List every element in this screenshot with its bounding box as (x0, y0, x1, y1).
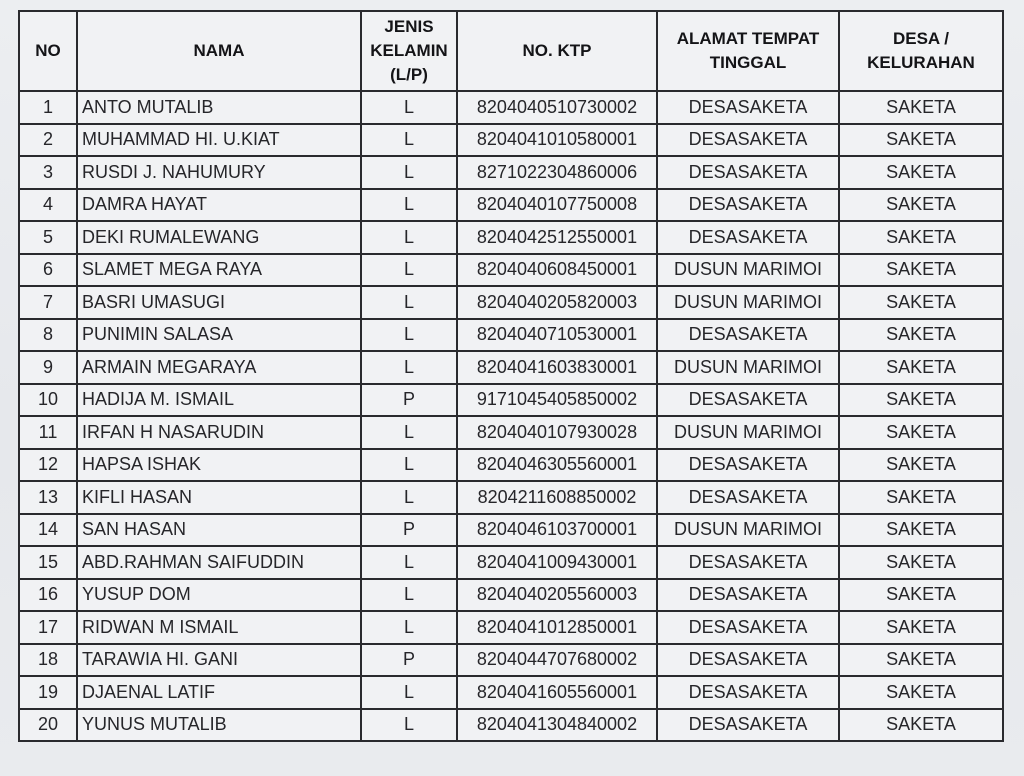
header-desa-line-2: KELURAHAN (867, 53, 975, 72)
cell-no: 15 (19, 546, 77, 579)
table-row (19, 156, 1003, 189)
cell-desa: SAKETA (839, 611, 1003, 644)
table-row (19, 351, 1003, 384)
cell-no-ktp: 8204040710530001 (457, 319, 657, 352)
cell-no-ktp: 8271022304860006 (457, 156, 657, 189)
table-row (19, 221, 1003, 254)
cell-nama: IRFAN H NASARUDIN (77, 416, 361, 449)
header-alamat-line-1: ALAMAT TEMPAT (676, 29, 820, 48)
table-row (19, 579, 1003, 612)
cell-nama: RIDWAN M ISMAIL (77, 611, 361, 644)
cell-no: 6 (19, 254, 77, 287)
table-row (19, 449, 1003, 482)
cell-nama: SLAMET MEGA RAYA (77, 254, 361, 287)
header-jenis-kelamin-line-2: KELAMIN (370, 41, 448, 60)
header-no: NO (19, 11, 77, 91)
cell-jenis-kelamin: L (361, 709, 457, 742)
table-row (19, 644, 1003, 677)
cell-alamat: DUSUN MARIMOI (657, 286, 839, 319)
cell-no-ktp: 9171045405850002 (457, 384, 657, 417)
cell-no-ktp: 8204041603830001 (457, 351, 657, 384)
cell-desa: SAKETA (839, 319, 1003, 352)
cell-no: 11 (19, 416, 77, 449)
cell-desa: SAKETA (839, 91, 1003, 124)
cell-nama: TARAWIA HI. GANI (77, 644, 361, 677)
cell-alamat: DESASAKETA (657, 481, 839, 514)
resident-table (18, 10, 1004, 742)
table-row (19, 611, 1003, 644)
cell-no-ktp: 8204040510730002 (457, 91, 657, 124)
cell-no-ktp: 8204040107750008 (457, 189, 657, 222)
cell-desa: SAKETA (839, 156, 1003, 189)
cell-no-ktp: 8204040205560003 (457, 579, 657, 612)
cell-desa: SAKETA (839, 709, 1003, 742)
cell-no: 16 (19, 579, 77, 612)
cell-nama: PUNIMIN SALASA (77, 319, 361, 352)
header-jenis-kelamin-line-3: (L/P) (390, 65, 428, 84)
cell-alamat: DESASAKETA (657, 189, 839, 222)
cell-desa: SAKETA (839, 286, 1003, 319)
cell-desa: SAKETA (839, 676, 1003, 709)
header-jenis-kelamin-line-1: JENIS (384, 17, 434, 36)
cell-nama: YUSUP DOM (77, 579, 361, 612)
cell-no-ktp: 8204040608450001 (457, 254, 657, 287)
table-row (19, 384, 1003, 417)
cell-alamat: DESASAKETA (657, 579, 839, 612)
cell-no-ktp: 8204041012850001 (457, 611, 657, 644)
header-desa (839, 11, 1003, 91)
cell-no-ktp: 8204046103700001 (457, 514, 657, 547)
cell-no: 12 (19, 449, 77, 482)
cell-alamat: DESASAKETA (657, 319, 839, 352)
cell-alamat: DESASAKETA (657, 449, 839, 482)
cell-jenis-kelamin: L (361, 546, 457, 579)
header-row (19, 11, 1003, 91)
cell-alamat: DESASAKETA (657, 644, 839, 677)
cell-alamat: DUSUN MARIMOI (657, 351, 839, 384)
table-row (19, 254, 1003, 287)
cell-nama: HAPSA ISHAK (77, 449, 361, 482)
cell-alamat: DESASAKETA (657, 221, 839, 254)
header-desa-line-1: DESA / (892, 29, 950, 48)
table-row (19, 546, 1003, 579)
table-row (19, 91, 1003, 124)
cell-desa: SAKETA (839, 579, 1003, 612)
cell-desa: SAKETA (839, 514, 1003, 547)
cell-desa: SAKETA (839, 644, 1003, 677)
cell-no-ktp: 8204040205820003 (457, 286, 657, 319)
cell-desa: SAKETA (839, 449, 1003, 482)
cell-jenis-kelamin: L (361, 319, 457, 352)
cell-nama: YUNUS MUTALIB (77, 709, 361, 742)
cell-no: 8 (19, 319, 77, 352)
table-header (19, 11, 1003, 91)
table-row (19, 124, 1003, 157)
cell-nama: DEKI RUMALEWANG (77, 221, 361, 254)
cell-no: 2 (19, 124, 77, 157)
table-row (19, 514, 1003, 547)
cell-no: 13 (19, 481, 77, 514)
cell-alamat: DESASAKETA (657, 91, 839, 124)
header-alamat-line-2: TINGGAL (709, 53, 787, 72)
header-nama: NAMA (77, 11, 361, 91)
cell-jenis-kelamin: L (361, 481, 457, 514)
cell-no-ktp: 8204041010580001 (457, 124, 657, 157)
cell-no: 9 (19, 351, 77, 384)
cell-jenis-kelamin: L (361, 579, 457, 612)
cell-no: 18 (19, 644, 77, 677)
cell-no: 5 (19, 221, 77, 254)
table-row (19, 319, 1003, 352)
cell-nama: HADIJA M. ISMAIL (77, 384, 361, 417)
cell-jenis-kelamin: L (361, 156, 457, 189)
cell-alamat: DESASAKETA (657, 709, 839, 742)
cell-desa: SAKETA (839, 221, 1003, 254)
cell-jenis-kelamin: P (361, 514, 457, 547)
cell-nama: SAN HASAN (77, 514, 361, 547)
cell-no: 3 (19, 156, 77, 189)
cell-no-ktp: 8204042512550001 (457, 221, 657, 254)
table-row (19, 481, 1003, 514)
cell-nama: RUSDI J. NAHUMURY (77, 156, 361, 189)
table-row (19, 286, 1003, 319)
cell-alamat: DESASAKETA (657, 676, 839, 709)
cell-alamat: DUSUN MARIMOI (657, 514, 839, 547)
cell-alamat: DESASAKETA (657, 156, 839, 189)
cell-jenis-kelamin: L (361, 676, 457, 709)
header-alamat (657, 11, 839, 91)
cell-no: 7 (19, 286, 77, 319)
cell-jenis-kelamin: L (361, 416, 457, 449)
cell-no-ktp: 8204041605560001 (457, 676, 657, 709)
cell-no-ktp: 8204044707680002 (457, 644, 657, 677)
cell-no-ktp: 8204041304840002 (457, 709, 657, 742)
cell-no-ktp: 8204211608850002 (457, 481, 657, 514)
cell-nama: ARMAIN MEGARAYA (77, 351, 361, 384)
cell-alamat: DESASAKETA (657, 546, 839, 579)
table-row (19, 416, 1003, 449)
table-body (19, 91, 1003, 741)
cell-nama: DJAENAL LATIF (77, 676, 361, 709)
cell-desa: SAKETA (839, 124, 1003, 157)
cell-jenis-kelamin: L (361, 286, 457, 319)
cell-desa: SAKETA (839, 189, 1003, 222)
table-row (19, 709, 1003, 742)
cell-jenis-kelamin: L (361, 449, 457, 482)
cell-desa: SAKETA (839, 384, 1003, 417)
cell-jenis-kelamin: L (361, 611, 457, 644)
cell-nama: KIFLI HASAN (77, 481, 361, 514)
cell-no: 20 (19, 709, 77, 742)
cell-jenis-kelamin: P (361, 384, 457, 417)
cell-jenis-kelamin: L (361, 91, 457, 124)
cell-alamat: DUSUN MARIMOI (657, 254, 839, 287)
cell-nama: DAMRA HAYAT (77, 189, 361, 222)
cell-no-ktp: 8204041009430001 (457, 546, 657, 579)
cell-jenis-kelamin: L (361, 351, 457, 384)
cell-desa: SAKETA (839, 416, 1003, 449)
cell-jenis-kelamin: L (361, 221, 457, 254)
cell-desa: SAKETA (839, 351, 1003, 384)
table-row (19, 676, 1003, 709)
header-no-ktp: NO. KTP (457, 11, 657, 91)
table-row (19, 189, 1003, 222)
header-jenis-kelamin (361, 11, 457, 91)
cell-nama: BASRI UMASUGI (77, 286, 361, 319)
cell-alamat: DESASAKETA (657, 611, 839, 644)
cell-jenis-kelamin: L (361, 254, 457, 287)
cell-no-ktp: 8204046305560001 (457, 449, 657, 482)
cell-desa: SAKETA (839, 481, 1003, 514)
cell-nama: ANTO MUTALIB (77, 91, 361, 124)
cell-nama: ABD.RAHMAN SAIFUDDIN (77, 546, 361, 579)
cell-jenis-kelamin: L (361, 189, 457, 222)
cell-desa: SAKETA (839, 254, 1003, 287)
cell-alamat: DESASAKETA (657, 124, 839, 157)
cell-no: 14 (19, 514, 77, 547)
cell-jenis-kelamin: L (361, 124, 457, 157)
cell-nama: MUHAMMAD HI. U.KIAT (77, 124, 361, 157)
cell-no: 4 (19, 189, 77, 222)
cell-no: 10 (19, 384, 77, 417)
cell-alamat: DUSUN MARIMOI (657, 416, 839, 449)
cell-no-ktp: 8204040107930028 (457, 416, 657, 449)
cell-desa: SAKETA (839, 546, 1003, 579)
cell-no: 17 (19, 611, 77, 644)
cell-no: 1 (19, 91, 77, 124)
cell-no: 19 (19, 676, 77, 709)
cell-jenis-kelamin: P (361, 644, 457, 677)
cell-alamat: DESASAKETA (657, 384, 839, 417)
